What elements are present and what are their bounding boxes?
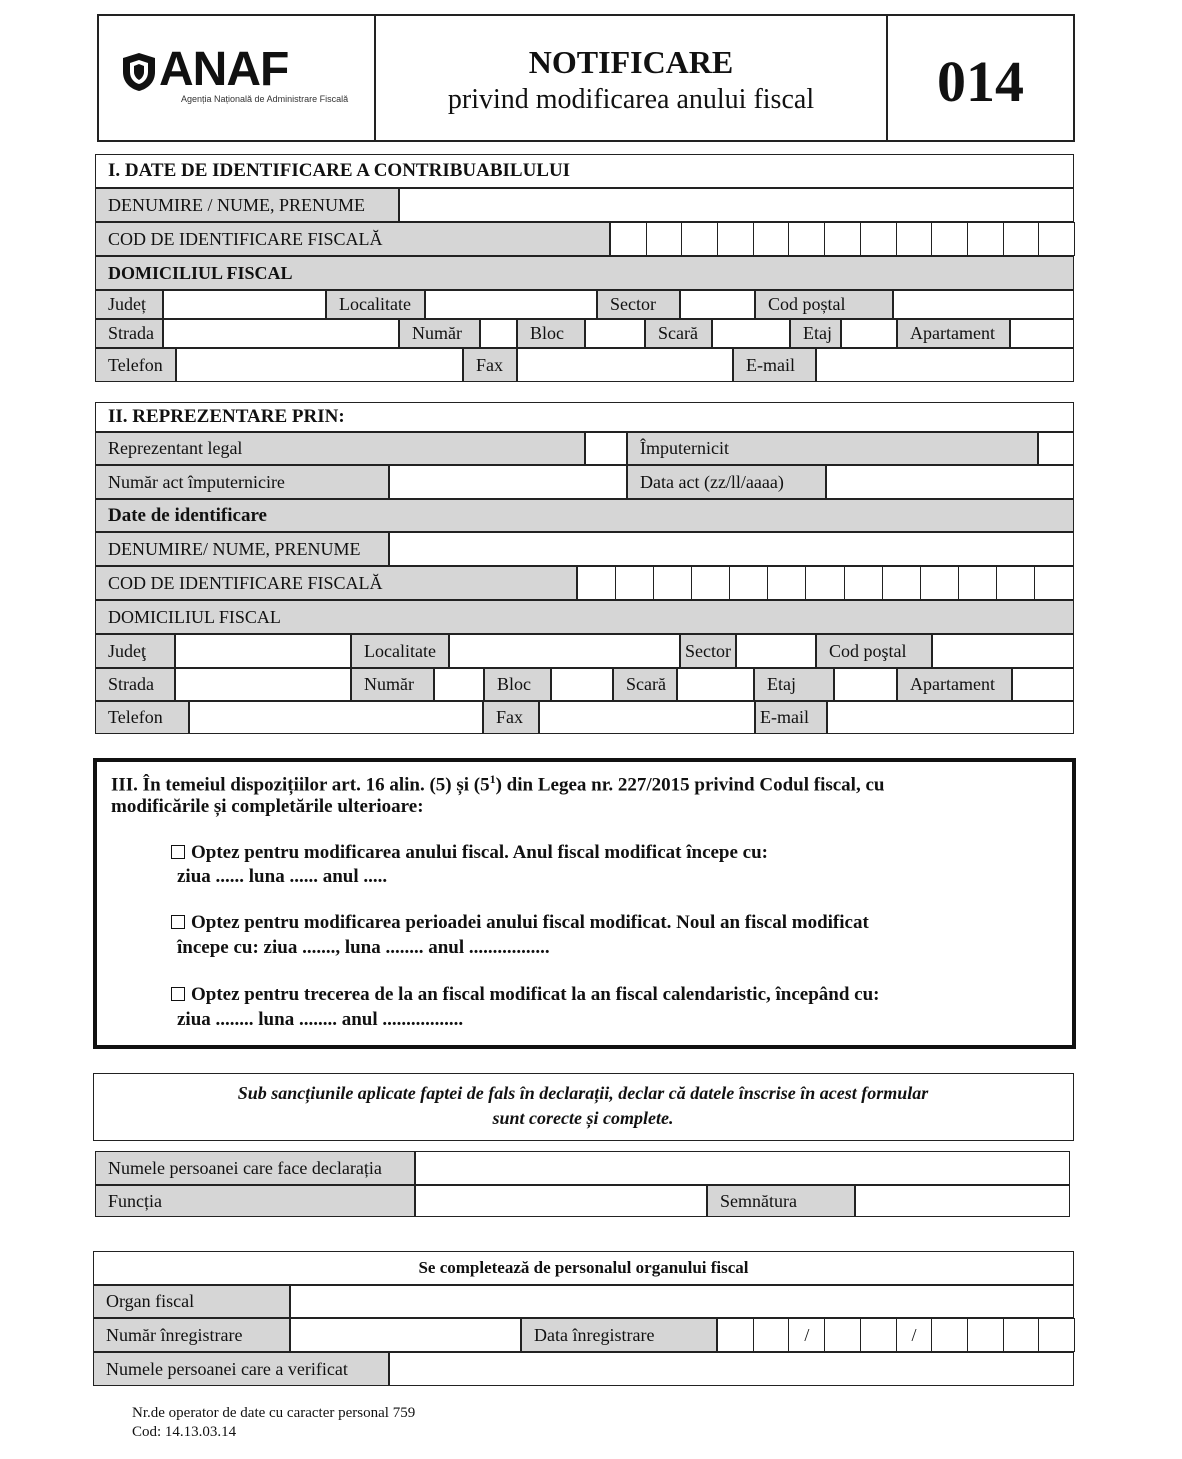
option2 [171,912,869,934]
s1-domicile-label: DOMICILIUL FISCAL [95,256,1074,290]
digit-box[interactable] [860,1318,897,1352]
s2-cod-postal-label: Cod poştal [816,634,932,668]
s2-data-act-input[interactable] [826,465,1074,499]
option1-checkbox[interactable] [171,845,185,859]
s2-telefon-label: Telefon [95,701,189,734]
s2-etaj-input[interactable] [834,668,897,701]
shield-icon [121,52,157,92]
option2-checkbox[interactable] [171,915,185,929]
date-separator: / [788,1318,825,1352]
s1-etaj-label: Etaj [790,319,841,348]
digit-box[interactable] [860,222,897,256]
digit-box[interactable] [753,222,790,256]
s1-numar-input[interactable] [480,319,517,348]
decl-name-label: Numele persoanei care face declarația [95,1151,415,1185]
digit-box[interactable] [920,566,960,600]
s1-fax-label: Fax [463,348,517,382]
section3-box [93,758,1076,1049]
section3-intro-a: III. În temeiul dispozițiilor art. 16 alin. (5) și $(5^1)$ din Legea nr. 227/2015 privind Codul fiscal, cu [111,772,885,796]
s1-etaj-input[interactable] [841,319,897,348]
s2-strada-label: Strada [95,668,175,701]
s1-localitate-label: Localitate [326,290,425,319]
digit-box[interactable] [1003,1318,1040,1352]
header-box [97,14,1075,142]
digit-box[interactable] [931,222,968,256]
s2-imputernicit-checkbox[interactable] [1038,432,1074,465]
s1-scara-label: Scară [645,319,712,348]
s1-bloc-input[interactable] [585,319,645,348]
section3-intro-line2: modificările și completările ulterioare: [111,796,424,817]
s2-fax-input[interactable] [539,701,755,734]
s2-sector-label: Sector [680,634,736,668]
s1-scara-input[interactable] [712,319,790,348]
s1-name-label: DENUMIRE / NUME, PRENUME [95,188,399,222]
form-number: 014 [937,49,1024,114]
digit-box[interactable] [1038,222,1075,256]
decl-name-input[interactable] [415,1151,1070,1185]
digit-box[interactable] [577,566,617,600]
s1-bloc-label: Bloc [517,319,585,348]
s2-date-ident-label: Date de identificare [95,499,1074,532]
s1-telefon-input[interactable] [176,348,463,382]
digit-box[interactable] [824,1318,861,1352]
decl-signature-input[interactable] [855,1185,1070,1217]
s1-email-label: E-mail [733,348,816,382]
declaration-line2: sunt corecte și complete. [492,1108,674,1128]
decl-function-label: Funcția [95,1185,415,1217]
digit-box[interactable] [844,566,884,600]
s2-numar-input[interactable] [434,668,484,701]
s2-apartament-label: Apartament [897,668,1012,701]
s2-name-input[interactable] [389,532,1074,566]
document-subtitle: privind modificarea anului fiscal [447,84,815,115]
option3 [171,984,880,1006]
digit-box[interactable] [1038,1318,1075,1352]
s2-rep-legal-label: Reprezentant legal [95,432,585,465]
logo-text: ANAF [159,43,289,96]
date-separator: / [896,1318,933,1352]
s1-judet-input[interactable] [163,290,326,319]
s2-telefon-input[interactable] [189,701,483,734]
office-nr-label: Număr înregistrare [93,1318,290,1352]
digit-box[interactable] [1003,222,1040,256]
s1-sector-label: Sector [597,290,680,319]
s1-strada-label: Strada [95,319,163,348]
digit-box[interactable] [805,566,845,600]
s2-numar-label: Număr [351,668,434,701]
option3-date: ziua ........ luna ........ anul ................. [177,1009,464,1030]
office-organ-input[interactable] [290,1285,1074,1318]
digit-box[interactable] [967,222,1004,256]
office-date-label: Data înregistrare [521,1318,717,1352]
s2-fax-label: Fax [483,701,539,734]
s2-bloc-label: Bloc [484,668,551,701]
s2-bloc-input[interactable] [551,668,613,701]
s1-numar-label: Număr [399,319,480,348]
digit-box[interactable] [824,222,861,256]
option1-date: ziua ...... luna ...... anul ..... [177,866,388,887]
digit-box[interactable] [767,566,807,600]
s2-domicile-label: DOMICILIUL FISCAL [95,600,1074,634]
s2-email-input[interactable] [827,701,1074,734]
declaration-box [93,1073,1074,1141]
footer-operator: Nr.de operator de date cu caracter personal 759 [132,1405,416,1421]
s2-judet-label: Judeţ [95,634,175,668]
s2-rep-legal-checkbox[interactable] [585,432,627,465]
declaration-line1: Sub sancțiunile aplicate faptei de fals în declarații, declar că datele înscrise în acest formular [237,1083,929,1103]
digit-box[interactable] [931,1318,968,1352]
digit-box[interactable] [958,566,998,600]
decl-function-input[interactable] [415,1185,707,1217]
office-verifier-label: Numele persoanei care a verificat [93,1352,389,1386]
section3-intro [111,772,1061,796]
s2-sector-input[interactable] [736,634,816,668]
digit-box[interactable] [996,566,1036,600]
s1-localitate-input[interactable] [425,290,597,319]
s2-cif-label: COD DE IDENTIFICARE FISCALĂ [95,566,577,600]
digit-box[interactable] [610,222,647,256]
s1-sector-input[interactable] [680,290,755,319]
office-organ-label: Organ fiscal [93,1285,290,1318]
s2-etaj-label: Etaj [754,668,834,701]
s2-nr-act-label: Număr act împuternicire [95,465,389,499]
s2-imputernicit-label: Împuternicit [627,432,1038,465]
document-title: NOTIFICARE [528,44,734,80]
s2-localitate-input[interactable] [449,634,680,668]
office-nr-input[interactable] [290,1318,521,1352]
s2-data-act-label: Data act (zz/ll/aaaa) [627,465,826,499]
s2-nr-act-input[interactable] [389,465,627,499]
digit-box[interactable] [1034,566,1074,600]
s1-cod-postal-input[interactable] [893,290,1074,319]
digit-box[interactable] [729,566,769,600]
s2-localitate-label: Localitate [351,634,449,668]
digit-box[interactable] [896,222,933,256]
s2-scara-label: Scară [613,668,677,701]
logo-subtitle: Agenția Națională de Administrare Fiscală [181,94,349,104]
digit-box[interactable] [717,1318,754,1352]
digit-box[interactable] [646,222,683,256]
option1 [171,842,768,864]
office-verifier-input[interactable] [389,1352,1074,1386]
s2-cod-postal-input[interactable] [932,634,1074,668]
digit-box[interactable] [882,566,922,600]
s2-name-label: DENUMIRE/ NUME, PRENUME [95,532,389,566]
digit-box[interactable] [653,566,693,600]
s2-email-label: E-mail [755,701,827,734]
digit-box[interactable] [717,222,754,256]
decl-signature-label: Semnătura [707,1185,855,1217]
s1-strada-input[interactable] [163,319,399,348]
s1-apartament-label: Apartament [897,319,1010,348]
digit-box[interactable] [681,222,718,256]
footer-code: Cod: 14.13.03.14 [132,1424,237,1440]
section1-title: I. DATE DE IDENTIFICARE A CONTRIBUABILULUI [95,154,1074,188]
s2-scara-input[interactable] [677,668,754,701]
office-title: Se completează de personalul organului fiscal [93,1251,1074,1285]
s2-strada-input[interactable] [175,668,351,701]
option3-checkbox[interactable] [171,987,185,1001]
s2-judet-input[interactable] [175,634,351,668]
s1-cif-label: COD DE IDENTIFICARE FISCALĂ [95,222,610,256]
digit-box[interactable] [788,222,825,256]
section3-intro-sup: 1 [489,772,496,786]
s2-apartament-input[interactable] [1012,668,1074,701]
digit-box[interactable] [691,566,731,600]
section2-title: II. REPREZENTARE PRIN: [95,402,1074,432]
digit-box[interactable] [753,1318,790,1352]
s1-judet-label: Județ [95,290,163,319]
s1-fax-input[interactable] [517,348,733,382]
s1-name-input[interactable] [399,188,1074,222]
digit-box[interactable] [967,1318,1004,1352]
digit-box[interactable] [615,566,655,600]
option2-text: Optez pentru modificarea perioadei anului fiscal modificat. Noul an fiscal modificat [191,912,869,933]
s1-email-input[interactable] [816,348,1074,382]
s1-cod-postal-label: Cod poștal [755,290,893,319]
anaf-logo [119,43,359,110]
option2-date: începe cu: ziua ......., luna ........ anul ................. [177,937,550,958]
option1-text: Optez pentru modificarea anului fiscal. Anul fiscal modificat începe cu: [191,842,769,863]
option3-text: Optez pentru trecerea de la an fiscal modificat la an fiscal calendaristic, începând cu: [191,984,880,1005]
s1-telefon-label: Telefon [95,348,176,382]
s1-apartament-input[interactable] [1010,319,1074,348]
